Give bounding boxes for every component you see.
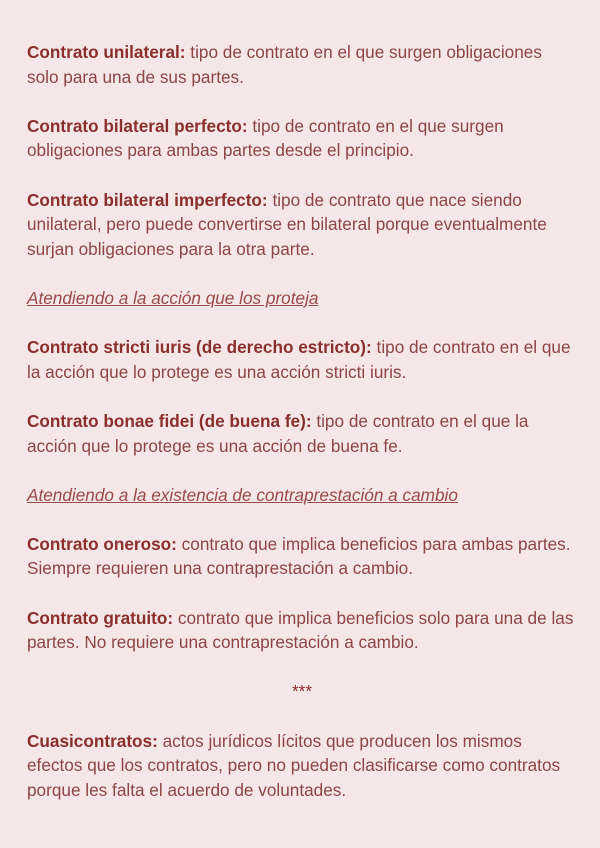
definition-text: actos jurídicos lícitos que producen los mismos efectos que los contratos, pero no pueden clasificarse como contratos porque les falta el acuerdo de voluntades. [27,730,561,800]
definition-cuasicontratos [27,729,577,803]
definition-text: tipo de contrato en el que la acción que lo protege es una acción de buena fe. [27,410,529,456]
definition-stricti-iuris [27,335,577,384]
definition-text: contrato que implica beneficios solo para una de las partes. No requiere una contraprestación a cambio. [27,607,574,653]
definition-gratuito [27,606,577,655]
definition-oneroso [27,532,577,581]
document-page [27,40,577,827]
definition-bonae-fidei [27,409,577,458]
section-heading-accion: Atendiendo a la acción que los proteja [27,287,319,308]
definition-term: Contrato gratuito: [27,607,174,628]
definition-term: Contrato unilateral: [27,42,186,62]
definition-term: Cuasicontratos: [27,730,158,751]
section-separator: *** [291,681,313,702]
definition-bilateral-perfecto [27,114,577,163]
definition-text: tipo de contrato en el que surgen obligaciones para ambas partes desde el principio. [27,115,504,161]
definition-term: Contrato stricti iuris (de derecho estricto): [27,337,372,358]
definition-bilateral-imperfecto [27,188,577,262]
section-heading-contraprestacion: Atendiendo a la existencia de contraprestación a cambio [27,484,458,505]
definition-text: tipo de contrato que nace siendo unilateral, pero puede convertirse en bilateral porque eventualmente surjan obligaciones para la otra parte. [27,189,547,259]
definition-text: contrato que implica beneficios para ambas partes. Siempre requieren una contraprestación a cambio. [27,533,571,579]
definition-term: Contrato bilateral imperfecto: [27,189,268,210]
definition-text: tipo de contrato en el que surgen obligaciones solo para una de sus partes. [27,42,542,87]
definition-term: Contrato oneroso: [27,533,177,554]
definition-text: tipo de contrato en el que la acción que lo protege es una acción stricti iuris. [27,337,571,382]
definition-unilateral [27,40,577,89]
definition-term: Contrato bonae fidei (de buena fe): [27,410,312,431]
definition-term: Contrato bilateral perfecto: [27,115,248,136]
